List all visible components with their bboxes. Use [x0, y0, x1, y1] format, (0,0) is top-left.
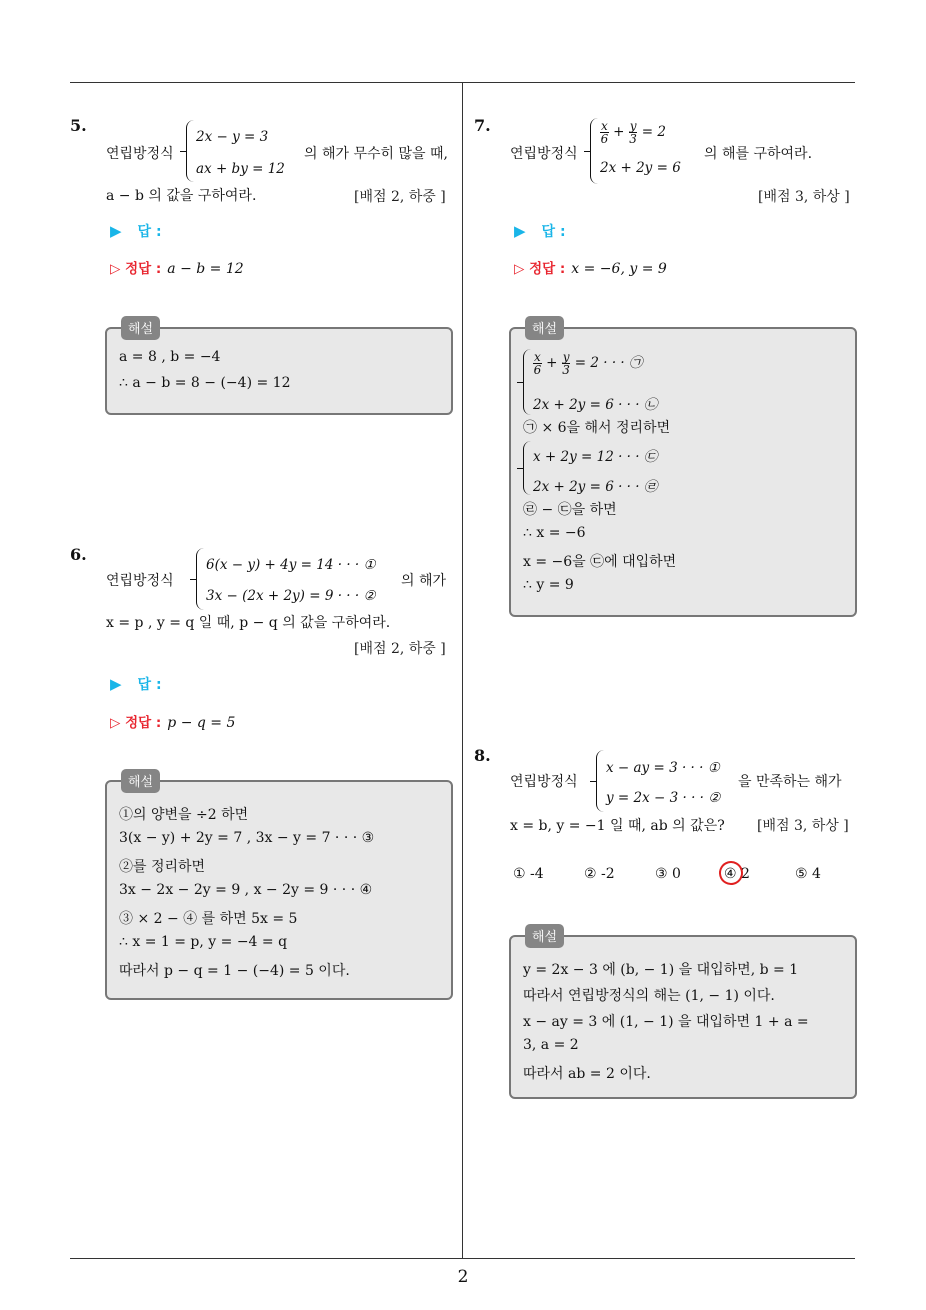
- equation-1: x − ay = 3 · · · ①: [606, 760, 720, 776]
- question-text-2: a − b 의 값을 구하여라.: [106, 188, 257, 204]
- explanation-line: x − ay = 3 에 (1, − 1) 을 대입하면 1 + a =: [523, 1014, 809, 1030]
- score-level: [배점 2, 하중 ]: [354, 641, 446, 657]
- correct-answer-row: [110, 257, 244, 277]
- brace: [596, 750, 605, 812]
- explanation-line: ∴ a − b = 8 − (−4) = 12: [119, 375, 291, 391]
- answer-row: [110, 674, 162, 694]
- question-text: 의 해가 무수히 많을 때,: [304, 146, 448, 162]
- explanation-tag: 해설: [121, 769, 160, 793]
- question-text: 의 해를 구하여라.: [704, 146, 813, 162]
- explanation-line: 3, a = 2: [523, 1037, 579, 1053]
- equation-2: y = 2x − 3 · · · ②: [606, 790, 721, 806]
- score-level: [배점 3, 하상 ]: [757, 818, 849, 834]
- equation-1: $\frac{x}{6}$ + $\frac{y}{3}$ = 2: [600, 119, 666, 146]
- explanation-equation: 2x + 2y = 6 · · · ㉡: [533, 397, 658, 413]
- explanation-tag: 해설: [525, 316, 564, 340]
- column-divider: [462, 83, 463, 1259]
- play-icon: ▶: [110, 222, 122, 240]
- answer-label: 답 :: [137, 224, 162, 240]
- answer-row: [514, 221, 566, 241]
- equation-2: ax + by = 12: [196, 161, 285, 177]
- explanation-line: ㉠ × 6을 해서 정리하면: [523, 420, 671, 436]
- problem-label: 연립방정식: [510, 774, 578, 790]
- question-text: 을 만족하는 해가: [738, 774, 842, 790]
- explanation-system-1: [523, 349, 683, 415]
- equation-system: [596, 750, 731, 812]
- problem-number: 7.: [474, 116, 491, 135]
- problem-number: 8.: [474, 746, 491, 765]
- explanation-box: [105, 322, 453, 415]
- correct-label: ▷ 정답 :: [110, 261, 162, 277]
- correct-answer: x = −6, y = 9: [571, 261, 667, 277]
- explanation-box: [509, 930, 857, 1099]
- explanation-line: ∴ x = 1 = p, y = −4 = q: [119, 934, 288, 950]
- question-text-2: x = p , y = q 일 때, p − q 의 값을 구하여라.: [106, 615, 391, 631]
- explanation-line: 따라서 p − q = 1 − (−4) = 5 이다.: [119, 963, 350, 979]
- explanation-tag: 해설: [525, 924, 564, 948]
- explanation-line: 따라서 ab = 2 이다.: [523, 1066, 651, 1082]
- score-level: [배점 3, 하상 ]: [758, 189, 850, 205]
- explanation-line: 따라서 연립방정식의 해는 (1, − 1) 이다.: [523, 988, 775, 1004]
- explanation-line: 3x − 2x − 2y = 9 , x − 2y = 9 · · · ④: [119, 882, 373, 898]
- equation-1: 6(x − y) + 4y = 14 · · · ①: [206, 557, 376, 573]
- answer-row: [110, 221, 162, 241]
- score-level: [배점 2, 하중 ]: [354, 189, 446, 205]
- correct-answer: a − b = 12: [167, 261, 244, 277]
- explanation-line: ∴ y = 9: [523, 577, 574, 593]
- problem-number: 5.: [70, 116, 87, 135]
- choice-1[interactable]: ① -4: [513, 866, 544, 882]
- brace: [186, 120, 195, 182]
- problem-label: 연립방정식: [106, 573, 174, 589]
- explanation-line: ㉣ − ㉢을 하면: [523, 502, 617, 518]
- answer-label: 답 :: [137, 677, 162, 693]
- explanation-line: y = 2x − 3 에 (b, − 1) 을 대입하면, b = 1: [523, 962, 799, 978]
- equation-system: [196, 548, 381, 610]
- equation-2: 3x − (2x + 2y) = 9 · · · ②: [206, 588, 376, 604]
- correct-answer-row: [514, 257, 667, 277]
- equation-system: [590, 118, 690, 184]
- correct-answer-row: [110, 711, 235, 731]
- choice-4[interactable]: ④ 2: [724, 866, 750, 882]
- equation-2: 2x + 2y = 6: [600, 160, 681, 176]
- explanation-tag: 해설: [121, 316, 160, 340]
- problem-label: 연립방정식: [106, 146, 174, 162]
- brace: [523, 349, 532, 415]
- bottom-rule: [70, 1258, 855, 1259]
- explanation-line: x = −6을 ㉢에 대입하면: [523, 554, 677, 570]
- explanation-equation: 2x + 2y = 6 · · · ㉣: [533, 479, 658, 495]
- explanation-line: ③ × 2 − ④ 를 하면 5x = 5: [119, 911, 298, 927]
- equation-1: 2x − y = 3: [196, 129, 269, 145]
- explanation-line: a = 8 , b = −4: [119, 349, 221, 365]
- explanation-line: ∴ x = −6: [523, 525, 586, 541]
- correct-label: ▷ 정답 :: [110, 715, 162, 731]
- brace: [196, 548, 205, 610]
- question-text: 의 해가: [401, 573, 447, 589]
- explanation-line: ②를 정리하면: [119, 859, 206, 875]
- explanation-box: [105, 775, 453, 1000]
- brace: [590, 118, 599, 184]
- play-icon: ▶: [110, 675, 122, 693]
- explanation-equation: $\frac{x}{6}$ + $\frac{y}{3}$ = 2 · · · ㉠: [533, 350, 643, 377]
- correct-answer: p − q = 5: [167, 715, 236, 731]
- problem-number: 6.: [70, 545, 87, 564]
- explanation-line: 3(x − y) + 2y = 7 , 3x − y = 7 · · · ③: [119, 830, 375, 846]
- choice-2[interactable]: ② -2: [584, 866, 615, 882]
- choice-3[interactable]: ③ 0: [655, 866, 681, 882]
- problem-label: 연립방정식: [510, 146, 578, 162]
- page-number: 2: [457, 1267, 469, 1287]
- choice-5[interactable]: ⑤ 4: [795, 866, 821, 882]
- explanation-equation: x + 2y = 12 · · · ㉢: [533, 449, 658, 465]
- question-text-2: x = b, y = −1 일 때, ab 의 값은?: [510, 818, 725, 834]
- brace: [523, 441, 532, 495]
- play-icon: ▶: [514, 222, 526, 240]
- equation-system: [186, 120, 301, 182]
- explanation-line: ①의 양변을 ÷2 하면: [119, 807, 249, 823]
- explanation-system-2: [523, 441, 683, 495]
- answer-label: 답 :: [541, 224, 566, 240]
- explanation-box: [509, 322, 857, 617]
- correct-label: ▷ 정답 :: [514, 261, 566, 277]
- selected-choice-circle-mark: [716, 858, 745, 887]
